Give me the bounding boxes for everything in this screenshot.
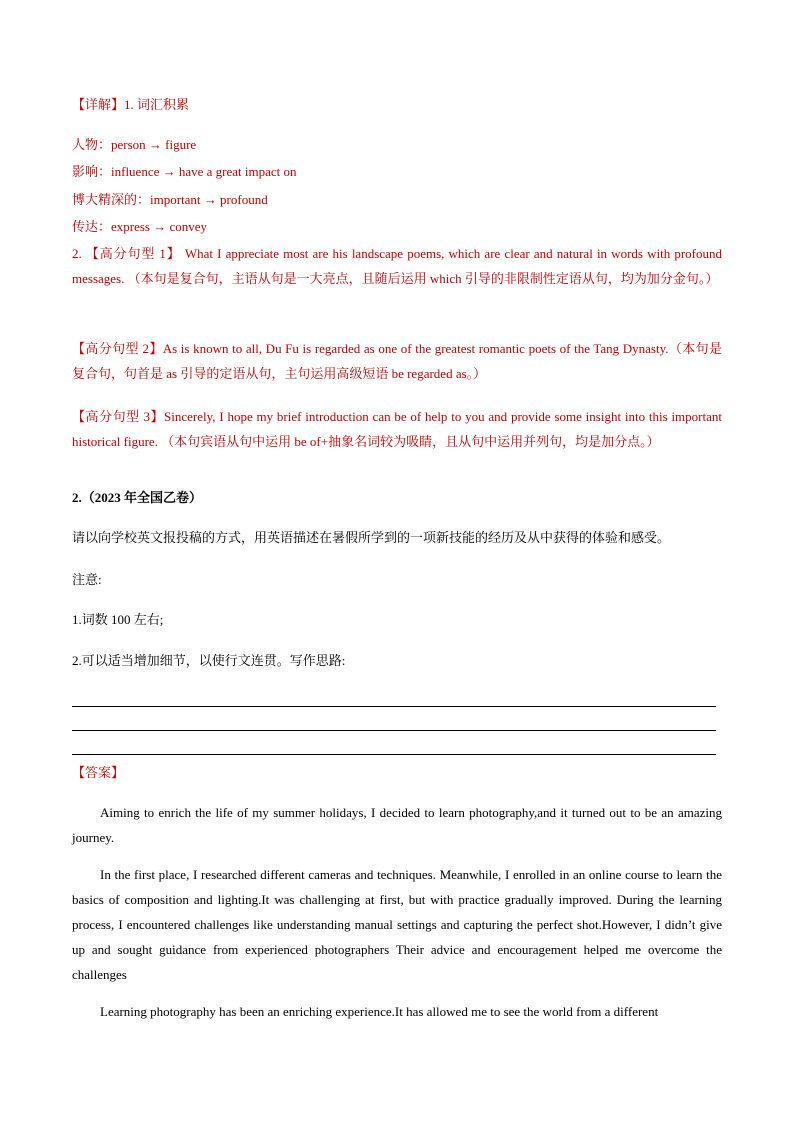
- note-item-2: 2.可以适当增加细节，以使行文连贯。写作思路:: [72, 653, 346, 668]
- writing-line-2: [72, 730, 716, 731]
- sentence-pattern-2: 【高分句型 2】As is known to all, Du Fu is regarded as one of the greatest romantic poets of the Tang Dynasty.（本句是复合句，句首是 as 引导的定语从句，主句运用高级短语 be regarded as。）: [72, 341, 722, 381]
- note-item-1: 1.词数 100 左右;: [72, 612, 164, 627]
- writing-line-3: [72, 754, 716, 755]
- answer-paragraph-2: In the first place, I researched different cameras and techniques. Meanwhile, I enrolled in an online course to learn the basics of composition and lighting.It was challenging at first, but with practice gradually improved. During the learning process, I encountered challenges like understanding manual settings and capturing the perfect shot.However, I didn’t give up and sought guidance from experienced photographers Their advice and encouragement helped me overcome the challenges: [72, 867, 722, 982]
- detail-heading: 【详解】1. 词汇积累: [72, 97, 190, 112]
- vocab-item-1: 人物：person → figure: [72, 137, 197, 152]
- sentence-pattern-3: 【高分句型 3】Sincerely, I hope my brief introduction can be of help to you and provide some insight into this important historical figure. （本句宾语从句中运用 be of+抽象名词较为吸睛，且从句中运用并列句，均是加分点。）: [72, 409, 722, 449]
- answer-label: 【答案】: [72, 765, 125, 780]
- question-title: 2.（2023 年全国乙卷）: [72, 490, 203, 505]
- question-prompt: 请以向学校英文报投稿的方式，用英语描述在暑假所学到的一项新技能的经历及从中获得的体验和感受。: [72, 530, 671, 545]
- vocab-item-2: 影响：influence → have a great impact on: [72, 164, 297, 179]
- writing-line-1: [72, 706, 716, 707]
- answer-paragraph-1: Aiming to enrich the life of my summer holidays, I decided to learn photography,and it turned out to be an amazing journey.: [72, 805, 722, 845]
- vocab-item-4: 传达：express → convey: [72, 219, 208, 234]
- sentence-pattern-1: 2. 【高分句型 1】 What I appreciate most are his landscape poems, which are clear and natural in words with profound messages. （本句是复合句，主语从句是一大亮点，且随后运用 which 引导的非限制性定语从句，均为加分金句。）: [72, 246, 722, 286]
- vocab-item-3: 博大精深的：important → profound: [72, 192, 268, 207]
- answer-paragraph-3: Learning photography has been an enriching experience.It has allowed me to see the world from a different: [100, 1004, 659, 1019]
- note-label: 注意:: [72, 572, 102, 587]
